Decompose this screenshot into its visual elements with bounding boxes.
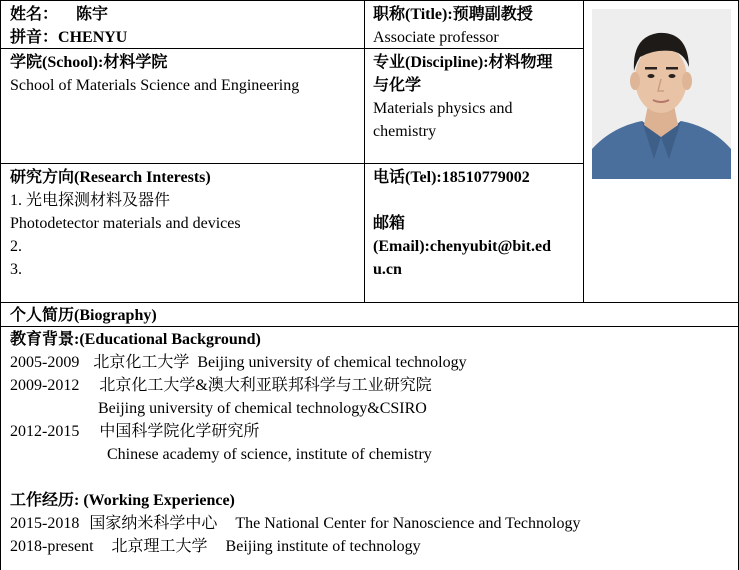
- table-divider-mid: [364, 0, 365, 303]
- edu-entry-1: [10, 351, 467, 374]
- work-entry-2: [10, 535, 421, 558]
- edu-cn: 北京化工大学&澳大利亚联邦科学与工业研究院: [99, 377, 432, 394]
- work-cn: 北京理工大学: [111, 538, 208, 555]
- edu-cn: 中国科学院化学研究所: [99, 423, 260, 440]
- edu-entry-3: [10, 420, 259, 443]
- edu-entry-2-en: Beijing university of chemical technology&CSIRO: [98, 400, 427, 417]
- research-item-1-en: Photodetector materials and devices: [10, 215, 241, 232]
- school-value: 材料学院: [103, 54, 168, 71]
- work-heading: 工作经历: (Working Experience): [10, 492, 235, 509]
- edu-entry-3-en: Chinese academy of science, institute of chemistry: [107, 446, 432, 463]
- school-en: School of Materials Science and Engineering: [10, 77, 300, 94]
- discipline-en-line1: Materials physics and: [373, 100, 513, 117]
- name-value: 陈宇: [76, 6, 109, 23]
- name-row: [10, 3, 108, 26]
- email-line1: (Email):chenyubit@bit.ed: [373, 238, 551, 255]
- edu-years: 2012-2015: [10, 423, 80, 440]
- research-item-3: 3.: [10, 261, 22, 278]
- work-years: 2015-2018: [10, 515, 80, 532]
- email-label: 邮箱: [373, 215, 406, 232]
- portrait-icon: [592, 9, 731, 179]
- discipline-label-line1: 专业(Discipline):材料物理: [373, 54, 553, 71]
- work-years: 2018-present: [10, 538, 94, 555]
- pinyin-value: CHENYU: [58, 29, 128, 46]
- biography-heading: 个人简历(Biography): [10, 307, 157, 324]
- name-label: 姓名：: [10, 6, 59, 23]
- edu-years: 2009-2012: [10, 377, 80, 394]
- work-en: The National Center for Nanoscience and Technology: [235, 515, 581, 532]
- edu-en: Beijing university of chemical technology: [197, 354, 467, 371]
- table-row-divider-3: [0, 302, 739, 303]
- table-row-divider-2: [0, 163, 583, 164]
- table-divider-photo: [583, 0, 584, 303]
- title-value: 预聘副教授: [452, 6, 533, 23]
- work-entry-1: [10, 512, 580, 535]
- discipline-label-line2: 与化学: [373, 77, 422, 94]
- research-label: 研究方向(Research Interests): [10, 169, 211, 186]
- education-heading: 教育背景:(Educational Background): [10, 331, 261, 348]
- work-cn: 国家纳米科学中心: [89, 515, 218, 532]
- portrait-photo: [592, 9, 731, 179]
- discipline-en-line2: chemistry: [373, 123, 437, 140]
- school-label: 学院(School):: [10, 54, 104, 71]
- title-en: Associate professor: [373, 29, 499, 46]
- title-label: 职称(Title):: [373, 6, 453, 23]
- edu-years: 2005-2009: [10, 354, 80, 371]
- research-item-2: 2.: [10, 238, 22, 255]
- table-border-top: [0, 0, 739, 1]
- edu-cn: 北京化工大学: [93, 354, 190, 371]
- table-border-left: [0, 0, 1, 570]
- pinyin-label: 拼音：: [10, 29, 59, 46]
- school-row: [10, 51, 167, 74]
- pinyin-row: [10, 26, 127, 49]
- email-line2: u.cn: [373, 261, 402, 278]
- research-item-1-cn: 1. 光电探测材料及器件: [10, 192, 171, 209]
- work-en: Beijing institute of technology: [225, 538, 421, 555]
- edu-entry-2: [10, 374, 432, 397]
- tel-line: 电话(Tel):18510779002: [373, 169, 530, 186]
- title-row: [373, 3, 533, 26]
